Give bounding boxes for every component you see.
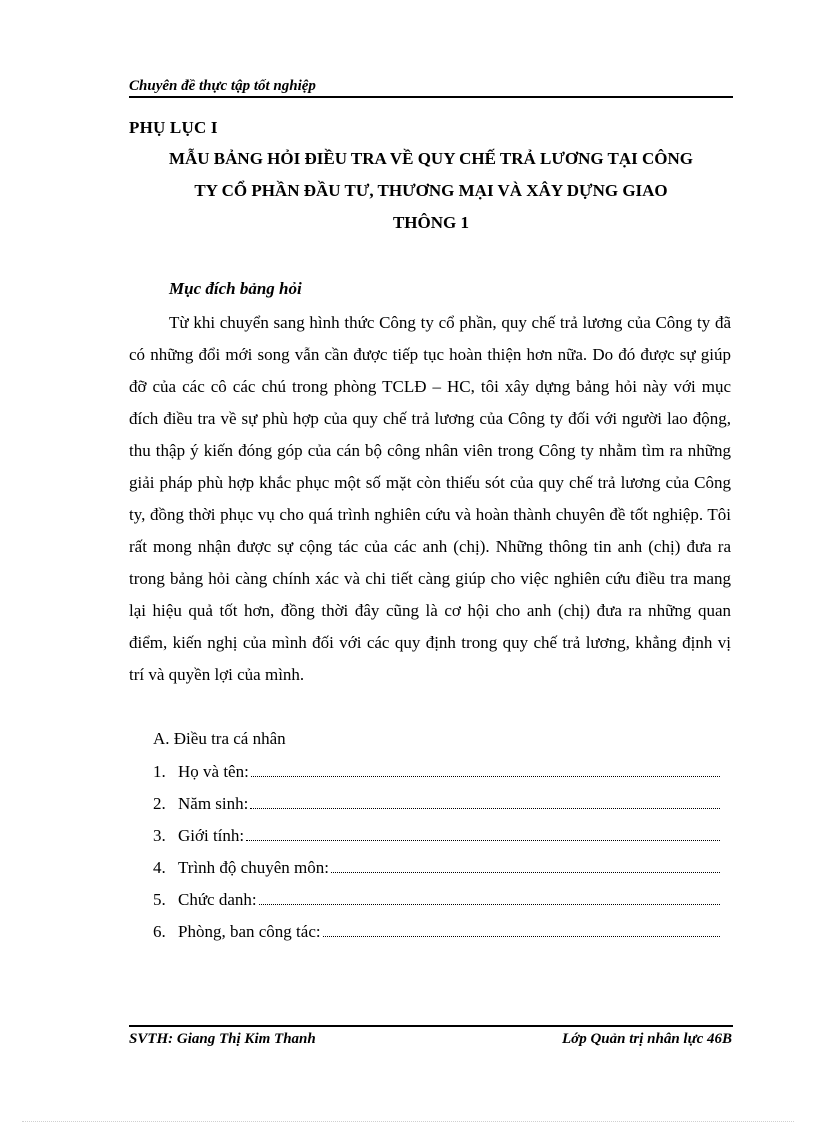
- field-label: Chức danh:: [178, 890, 257, 909]
- birth-year-blank-line[interactable]: [250, 794, 720, 809]
- field-number: 2.: [153, 794, 166, 813]
- footer-class: Lớp Quản trị nhân lực 46B: [562, 1031, 732, 1047]
- purpose-paragraph: Từ khi chuyển sang hình thức Công ty cổ phần, quy chế trả lương của Công ty đã có những đổi mới song vẫn cần được tiếp tục hoàn thiện hơn nữa. Do đó được sự giúp đỡ của các cô các chú trong phòng TCLĐ – HC, tôi xây dựng bảng hỏi này với mục đích điều tra về sự phù hợp của quy chế trả lương của Công ty đối với người lao động, thu thập ý kiến đóng góp của cán bộ công nhân viên trong Công ty nhằm tìm ra những giải pháp phù hợp khắc phục một số mặt còn thiếu sót của quy chế trả lương của Công ty, đồng thời phục vụ cho quá trình nghiên cứu và hoàn thành chuyên đề tốt nghiệp. Tôi rất mong nhận được sự cộng tác của các anh (chị). Những thông tin anh (chị) đưa ra trong bảng hỏi càng chính xác và chi tiết càng giúp cho việc nghiên cứu điều tra mang lại hiệu quả tốt hơn, đồng thời đây cũng là cơ hội cho anh (chị) đưa ra những quan điểm, kiến nghị của mình đối với các quy định trong quy chế trả lương, khẳng định vị trí và quyền lợi của mình.: [129, 313, 731, 684]
- form-field: [153, 889, 720, 921]
- field-number: 6.: [153, 922, 166, 941]
- field-label: Trình độ chuyên môn:: [178, 858, 329, 877]
- qualification-blank-line[interactable]: [331, 858, 720, 873]
- field-label: Năm sinh:: [178, 794, 249, 813]
- form-field: [153, 825, 720, 857]
- page-edge-divider: [22, 1121, 794, 1122]
- footer-rule: [129, 1025, 733, 1027]
- field-number: 3.: [153, 826, 166, 845]
- field-label: Giới tính:: [178, 826, 245, 845]
- appendix-label: PHỤ LỤC I: [129, 118, 218, 137]
- page-header: Chuyên đề thực tập tốt nghiệp: [129, 78, 316, 94]
- form-field: [153, 921, 720, 953]
- footer-student: SVTH: Giang Thị Kim Thanh: [129, 1031, 316, 1047]
- field-label: Họ và tên:: [178, 762, 249, 781]
- section-title: Mục đích bảng hỏi: [169, 279, 302, 298]
- department-blank-line[interactable]: [323, 922, 720, 937]
- title-line: TY CỔ PHẦN ĐẦU TƯ, THƯƠNG MẠI VÀ XÂY DỰNG GIAO: [194, 181, 668, 200]
- header-rule: [129, 96, 733, 98]
- field-number: 1.: [153, 762, 166, 781]
- personal-info-form: [153, 761, 720, 953]
- field-number: 5.: [153, 890, 166, 909]
- name-blank-line[interactable]: [251, 762, 720, 777]
- field-number: 4.: [153, 858, 166, 877]
- gender-blank-line[interactable]: [246, 826, 720, 841]
- form-field: [153, 793, 720, 825]
- position-blank-line[interactable]: [259, 890, 720, 905]
- field-label: Phòng, ban công tác:: [178, 922, 321, 941]
- info-heading: A. Điều tra cá nhân: [153, 729, 286, 748]
- form-field: [153, 761, 720, 793]
- title-line: MẪU BẢNG HỎI ĐIỀU TRA VỀ QUY CHẾ TRẢ LƯƠNG TẠI CÔNG: [168, 149, 694, 168]
- form-field: [153, 857, 720, 889]
- title-line: THÔNG 1: [392, 213, 470, 232]
- document-title: [129, 148, 733, 244]
